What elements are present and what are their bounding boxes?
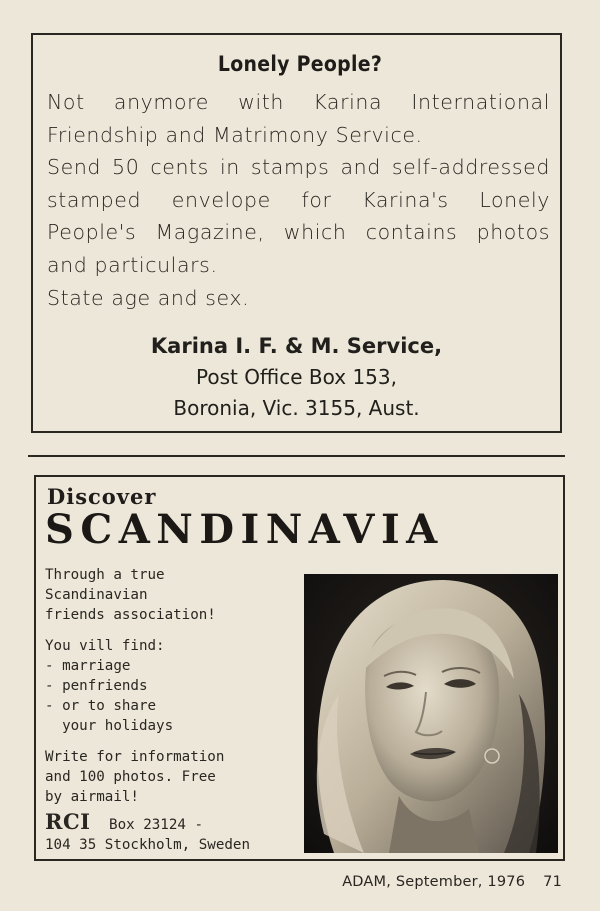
page-divider bbox=[28, 455, 565, 457]
ad2-intro-line: Scandinavian bbox=[45, 587, 148, 604]
publication-info: ADAM, September, 1976 bbox=[342, 874, 526, 890]
ad2-write-line: Write for information bbox=[45, 748, 225, 765]
ad1-body-line: State age and sex. bbox=[47, 285, 250, 310]
ad2-intro-line: friends association! bbox=[45, 607, 216, 624]
ad2-find-item: your holidays bbox=[45, 718, 174, 735]
ad1-contact-address: Post Office Box 153, bbox=[195, 365, 397, 389]
ad1-body-line: Send 50 cents in stamps and self-addressed bbox=[47, 155, 550, 180]
ad2-write-line: by airmail! bbox=[45, 789, 139, 806]
ad1-body-line: People's Magazine, which contains photos bbox=[47, 220, 550, 245]
page-number: 71 bbox=[543, 874, 562, 890]
rci-name: RCI bbox=[45, 809, 91, 835]
ad1-body-line: Friendship and Matrimony Service. bbox=[47, 122, 423, 147]
ad1-body-line: and particulars. bbox=[47, 252, 218, 277]
ad1-contact-name: Karina I. F. & M. Service, bbox=[150, 334, 443, 358]
ad2-text bbox=[45, 565, 300, 856]
ad1-contact-address: Boronia, Vic. 3155, Aust. bbox=[173, 396, 420, 420]
ad2-find-heading: You vill find: bbox=[45, 637, 165, 654]
ad2-headline: SCANDINAVIA bbox=[45, 506, 444, 553]
ad1-body-line: Not anymore with Karina International bbox=[47, 90, 550, 114]
ad2-write-line: and 100 photos. Free bbox=[45, 768, 216, 785]
ad2-find-item: - marriage bbox=[45, 657, 131, 674]
ad2-intro-line: Through a true bbox=[45, 567, 165, 583]
ad2-find-item: - penfriends bbox=[45, 678, 148, 695]
ad1-body bbox=[47, 86, 550, 314]
ad1-title: Lonely People? bbox=[217, 52, 383, 76]
ad1-contact-block bbox=[0, 331, 593, 424]
rci-box: Box 23124 - bbox=[109, 817, 204, 834]
ad2-kicker: Discover bbox=[47, 484, 157, 509]
ad2-rci-line bbox=[45, 809, 300, 835]
page-footer bbox=[342, 874, 562, 890]
rci-city: 104 35 Stockholm, Sweden bbox=[45, 837, 250, 854]
ad2-find-item: - or to share bbox=[45, 698, 157, 715]
ad1-body-line: stamped envelope for Karina's Lonely bbox=[47, 187, 550, 212]
woman-portrait-photo bbox=[304, 574, 558, 853]
